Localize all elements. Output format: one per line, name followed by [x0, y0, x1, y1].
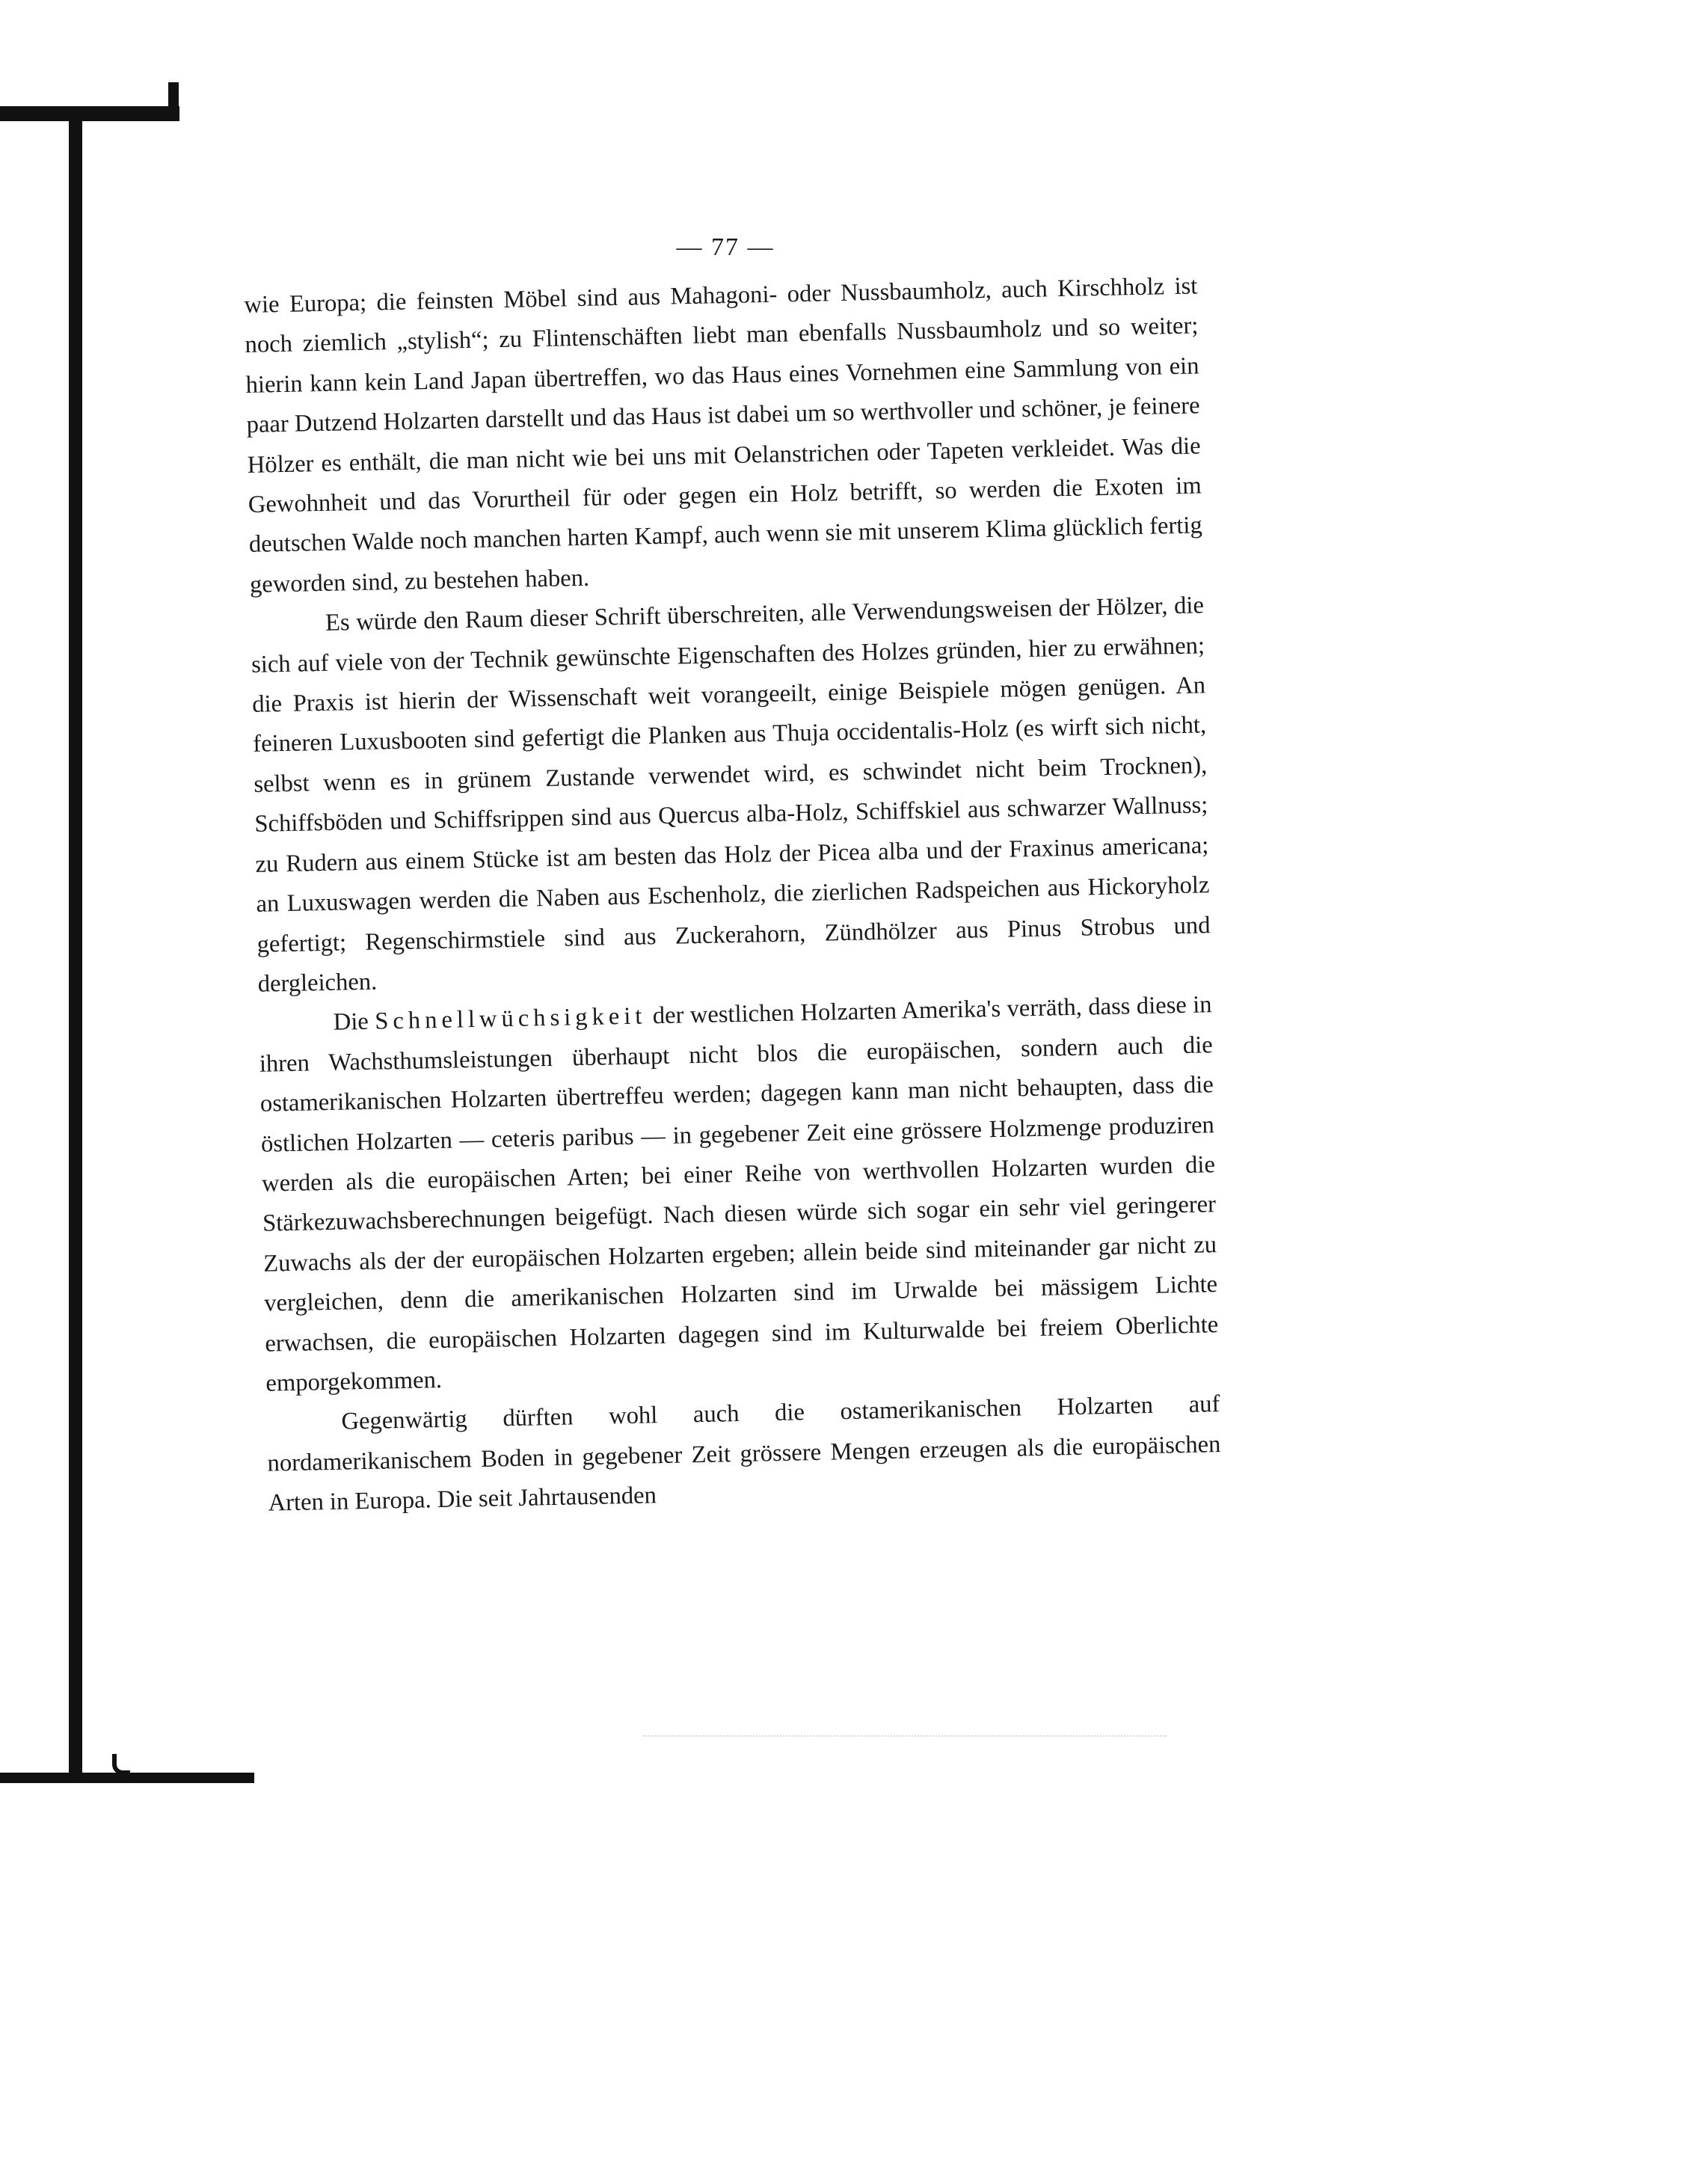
paragraph-4: Gegenwärtig dürften wohl auch die ostamerikanischen Holzarten auf nordamerikanischem Boden in gegebener Zeit grössere Mengen erzeugen als die europäischen Arten in Europa. Die seit Jahrtausenden — [267, 1390, 1221, 1517]
bracket-bottom-curl — [112, 1754, 130, 1775]
bracket-top-tick — [168, 82, 179, 112]
body-text — [244, 266, 1222, 1524]
faint-bleed-through-line — [643, 1735, 1167, 1737]
paragraph-3-spaced-term: Schnellwüchsigkeit — [374, 1002, 647, 1035]
paragraph-3 — [258, 986, 1219, 1405]
paragraph-3-body: der westlichen Holzarten Amerika's verräth, dass diese in ihren Wachsthumsleistungen überhaupt nicht blos die europäischen, sondern auch die ostamerikanischen Holzarten übertreffeu werden; dagegen kann man nicht behaupten, dass die östlichen Holzarten — ceteris paribus — in gegebener Zeit eine grössere Holzmenge produziren werden als die europäischen Arten; bei einer Reihe von werthvollen Holzarten wurden die Stärkezuwachsberechnungen beigefügt. Nach diesen würde sich sogar ein sehr viel geringerer Zuwachs als der der europäischen Holzarten ergeben; allein beide sind miteinander gar nicht zu vergleichen, denn die amerikanischen Holzarten sind im Urwalde bei mässigem Lichte erwachsen, die europäischen Holzarten dagegen sind im Kulturwalde bei freiem Oberlichte emporgekommen. — [259, 991, 1219, 1397]
page-number: — 77 — — [676, 233, 775, 261]
bracket-top-bar — [0, 106, 179, 121]
paragraph-3-lead: Die — [333, 1008, 369, 1037]
bracket-vertical-bar — [69, 112, 82, 1780]
paragraph-1: wie Europa; die feinsten Möbel sind aus Mahagoni- oder Nussbaumholz, auch Kirschholz ist noch ziemlich „stylish“; zu Flintenschäften liebt man ebenfalls Nussbaumholz und so weiter; hierin kann kein Land Japan übertreffen, wo das Haus eines Vornehmen eine Sammlung von ein paar Dutzend Holzarten darstellt und das Haus ist dabei um so werthvoller und schöner, je feinere Hölzer es enthält, die man nicht wie bei uns mit Oelanstrichen oder Tapeten verkleidet. Was die Gewohnheit und das Vorurtheil für oder gegen ein Holz betrifft, so werden die Exoten im deutschen Walde noch manchen harten Kampf, auch wenn sie mit unserem Klima glücklich fertig geworden sind, zu bestehen haben. — [244, 272, 1203, 598]
paragraph-2: Es würde den Raum dieser Schrift überschreiten, alle Verwendungsweisen der Hölzer, die sich auf viele von der Technik gewünschte Eigenschaften des Holzes gründen, hier zu erwähnen; die Praxis ist hierin der Wissenschaft weit vorangeeilt, einige Beispiele mögen genügen. An feineren Luxusbooten sind gefertigt die Planken aus Thuja occidentalis-Holz (es wirft sich nicht, selbst wenn es in grünem Zustande verwendet wird, es schwindet nicht beim Trocknen), Schiffsböden und Schiffsrippen sind aus Quercus alba-Holz, Schiffskiel aus schwarzer Wallnuss; zu Rudern aus einem Stücke ist am besten das Holz der Picea alba und der Fraxinus americana; an Luxuswagen werden die Naben aus Eschenholz, die zierlichen Radspeichen aus Hickoryholz gefertigt; Regenschirmstiele sind aus Zuckerahorn, Zündhölzer aus Pinus Strobus und dergleichen. — [251, 592, 1211, 998]
bracket-bottom-bar — [0, 1773, 254, 1783]
